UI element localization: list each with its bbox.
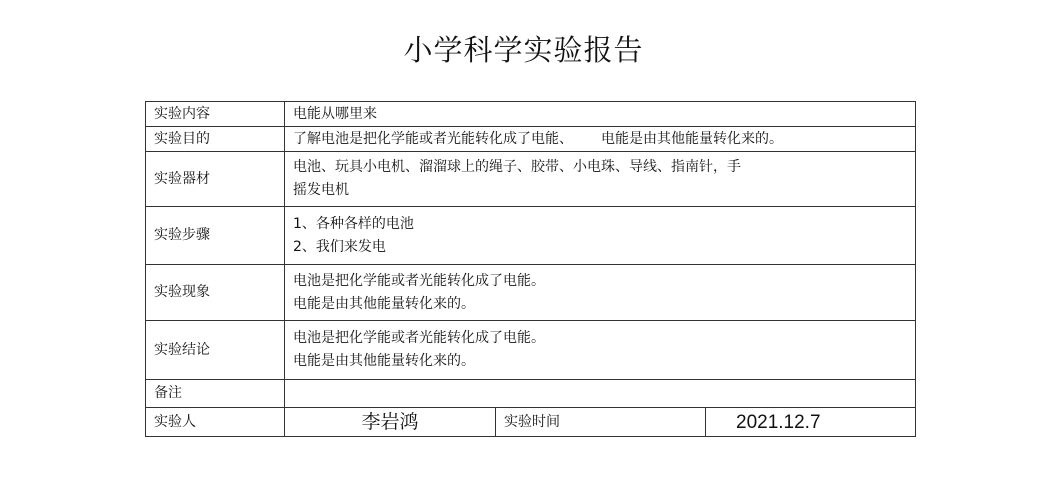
time-label: 实验时间	[496, 408, 706, 437]
row-remarks	[146, 380, 916, 408]
row-label: 实验目的	[146, 127, 285, 152]
row-label: 实验现象	[146, 265, 285, 321]
row-text: 2、我们来发电	[293, 238, 386, 255]
row-text: 电池、玩具小电机、溜溜球上的绳子、胶带、小电珠、导线、指南针，手	[293, 159, 741, 175]
row-value	[285, 207, 916, 265]
experimenter-label: 实验人	[146, 408, 285, 437]
row-value	[285, 127, 916, 152]
row-conclusion	[146, 321, 916, 380]
row-purpose	[146, 127, 916, 152]
row-text: 了解电池是把化学能或者光能转化成了电能、	[293, 130, 573, 147]
row-text: 电能从哪里来	[293, 105, 377, 122]
row-value	[285, 265, 916, 321]
row-value	[285, 152, 916, 207]
row-phenomenon	[146, 265, 916, 321]
experimenter-name: 李岩鸿	[285, 408, 496, 437]
row-value	[285, 380, 916, 408]
row-text: 电能是由其他能量转化来的。	[293, 295, 475, 312]
report-title: 小学科学实验报告	[403, 33, 644, 67]
row-label: 实验步骤	[146, 207, 285, 265]
row-text: 电能是由其他能量转化来的。	[601, 130, 783, 147]
row-label: 实验器材	[146, 152, 285, 207]
row-materials	[146, 152, 916, 207]
row-signature	[146, 408, 916, 437]
time-value: 2021.12.7	[706, 408, 916, 437]
row-text: 1、各种各样的电池	[293, 215, 414, 232]
report-table	[145, 101, 916, 437]
row-text: 摇发电机	[293, 182, 349, 198]
row-value	[285, 102, 916, 127]
row-text: 电池是把化学能或者光能转化成了电能。	[293, 330, 545, 346]
row-value	[285, 321, 916, 380]
row-label: 备注	[146, 380, 285, 408]
row-text: 电池是把化学能或者光能转化成了电能。	[293, 272, 545, 289]
row-steps	[146, 207, 916, 265]
row-label: 实验内容	[146, 102, 285, 127]
row-content	[146, 102, 916, 127]
row-text: 电能是由其他能量转化来的。	[293, 353, 475, 369]
row-label: 实验结论	[146, 321, 285, 380]
